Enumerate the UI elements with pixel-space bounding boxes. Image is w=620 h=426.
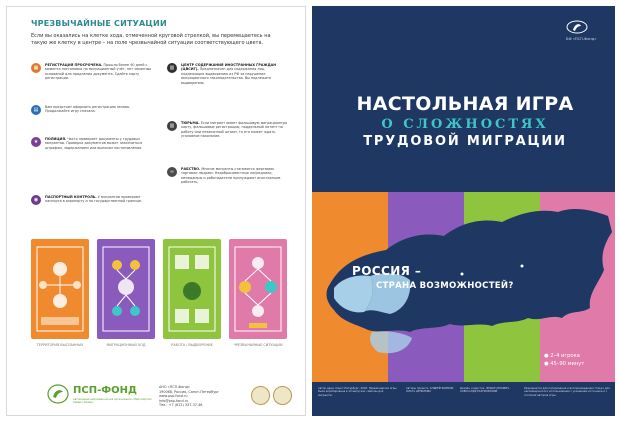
passport-icon: ◉ [31,195,41,205]
document-icon: ▤ [31,105,41,115]
board-caption: МИГРАЦИОННЫЙ ХОД [106,343,146,347]
rule-text: У мигрантов проверяют паспорта в аэропорту и на государственной границе. [45,195,143,204]
seals [251,386,295,406]
rules-page [6,6,306,416]
section-intro: Если вы оказались на клетке хода, отмеченной круговой стрелкой, вы перемещаетесь на такую же клетку в центре – на поле чрезвычайной ситуации соответствующего цвета. [31,33,271,46]
section-title: ЧРЕЗВЫЧАЙНЫЕ СИТУАЦИИ [31,19,167,28]
rule-text: Предназначен для содержания лиц, подлежащих выдворению из РФ за нарушение миграционного законодательства. Вы подлежите выдворению. [181,67,272,85]
rule-title: ПАСПОРТНЫЙ КОНТРОЛЬ. [45,195,97,199]
board-preview-pink [229,239,287,339]
rule-text: Часто проверяет документы у трудовых мигрантов. Проверка документов может закончиться штрафом, задержанием или выносом постановления. [45,137,143,150]
contacts-block [159,385,249,408]
building-icon: ▥ [167,63,177,73]
logo-name: ПСП-ФОНД [73,385,137,396]
credit-block: Авторы проекта: АНДРЕЙ ЯКИМОВ, ОЛЬГА ЦЕПИЛОВА [406,387,454,394]
board-caption: ЧРЕЗВЫЧАЙНЫЕ СИТУАЦИИ [233,343,283,347]
board-diagram-icon [97,239,155,339]
contact-line: Тел.: +7 (812) 337-37-46 [159,403,203,408]
board-diagram-icon [31,239,89,339]
rule-text: Многие мигранты становятся жертвами торговли людьми. Недобросовестные посредники, менеджеры и работодатели принуждают иностранцев работать. [181,167,281,185]
rule-title: ЦЕНТР СОДЕРЖАНИЯ ИНОСТРАННЫХ ГРАЖДАН (ЦВСИГ). [181,63,277,72]
credit-block: Разрешается для копирования и воспроизведения только для некоммерческого использования с указанием источника и с согласия авторов игры. [524,387,610,397]
psp-fond-logo [47,382,157,408]
slogan-line2: СТРАНА ВОЗМОЖНОСТЕЙ? [376,281,514,291]
board-diagram-icon [229,239,287,339]
game-duration: 45–90 минут [550,361,585,367]
board-diagram-icon [163,239,221,339]
players-count: 2–4 игрока [550,353,580,359]
board-caption: РАБОТА / ВЫДВОРЕНИЕ [171,343,213,347]
cover-credits [312,384,615,416]
seal-icon [273,386,292,405]
rule-text: Прошло более 90 дней с момента постановки на миграционный учёт, нет законных оснований для продления документа. Сдайте карту регистрации. [45,63,152,81]
logo-subtitle: Автономная некоммерческая организация «Партнёрство Северо-Запад» [73,398,152,405]
rule-title: РЕГИСТРАЦИЯ ПРОСРОЧЕНА. [45,63,103,67]
seal-icon [251,386,270,405]
calendar-icon: ▦ [31,63,41,73]
rule-title: ТЮРЬМА. [181,121,200,125]
rule-text: Если мигрант имеет фальшивую миграционную карту, фальшивые регистрацию, поддельный патент на работу или незаконный штамп, то его может ждать уголовное наказание. [181,121,288,139]
prison-icon: ▥ [167,121,177,131]
board-previews [31,239,289,349]
board-preview-green [163,239,221,339]
slogan-line1: РОССИЯ – [352,264,422,278]
contact-line: www.psp-fond.ru [159,394,188,399]
police-icon: ★ [31,137,41,147]
credit-block: Автор идеи, Санкт-Петербург, 2018. Первая версия игры была апробирована в 10 выпусках «Школы для мигранта» [318,387,397,397]
cover-title-line1: НАСТОЛЬНАЯ ИГРА [356,93,574,115]
leaf-logo-icon [566,20,588,34]
game-meta: ● 2–4 игрока ● 45–90 минут [544,353,585,367]
board-caption: ТЕРРИТОРИЯ ВЫСЛАННЫХ [36,343,84,347]
rule-text: Вам предстоит оформить регистрацию заново. Продолжайте игру сначала. [45,105,131,114]
cover-page [312,6,615,416]
publisher-name: БФ «ПСП-Фонд» [566,37,597,41]
cover-title-line2: О СЛОЖНОСТЯХ [381,117,549,132]
contact-line: АНО «ПСП-Фонд» [159,385,191,389]
rule-title: РАБСТВО. [181,167,201,171]
leaf-logo-icon [47,384,69,404]
rule-title: ПОЛИЦИЯ. [45,137,67,141]
board-preview-purple [97,239,155,339]
chain-icon: ∞ [167,167,177,177]
credit-block: Дизайн и верстка: ФЕДОР ЧЕХОВИЧ, АЛЕКСАНДР РАЗУМОВСКИЙ [460,387,510,394]
board-preview-orange [31,239,89,339]
contact-line: info@psp-fond.ru [159,398,189,403]
contact-line: 190068, Россия, Санкт-Петербург [159,389,220,394]
cover-title-line3: ТРУДОВОЙ МИГРАЦИИ [363,134,567,149]
